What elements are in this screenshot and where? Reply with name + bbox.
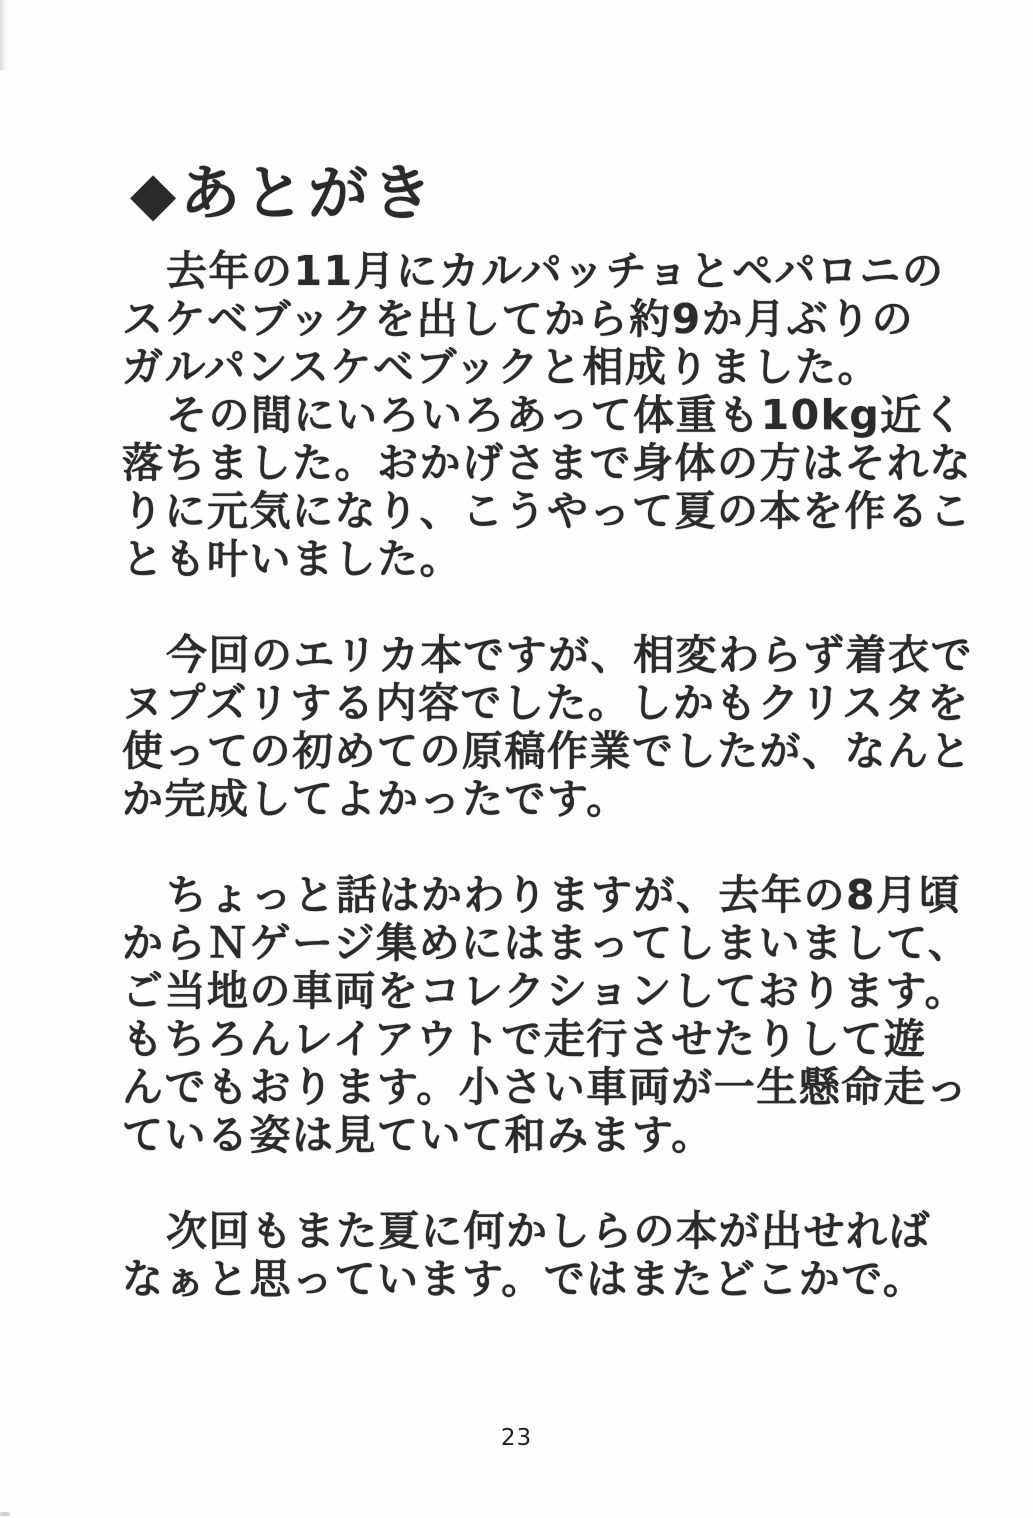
paragraph-line: 今回のエリカ本ですが、相変わらず着衣で: [166, 631, 974, 679]
paragraph-line: ている姿は見ていて和みます。: [122, 1111, 714, 1159]
page-title: ◆あとがき: [130, 159, 437, 229]
paragraph-line: 去年の11月にカルパッチョとペパロニの: [166, 247, 945, 295]
paragraph-line: 使っての初めての原稿作業でしたが、なんと: [122, 727, 972, 775]
paragraph-line: ご当地の車両をコレクションしております。: [122, 967, 968, 1015]
paragraph-line: 次回もまた夏に何かしらの本が出せれば: [166, 1207, 931, 1255]
paragraph-line: とも叶いました。: [122, 535, 462, 583]
paragraph-line: からＮゲージ集めにはまってしまいまして、: [122, 919, 971, 967]
page-number: 23: [500, 1425, 533, 1451]
paragraph-line: りに元気になり、こうやって夏の本を作るこ: [122, 487, 972, 535]
paragraph-line: んでもおります。小さい車両が一生懸命走っ: [122, 1063, 969, 1111]
paragraph-line: もちろんレイアウトで走行させたりして遊: [122, 1015, 927, 1063]
paragraph-line: ヌプズリする内容でした。しかもクリスタを: [122, 679, 970, 727]
paragraph-4: [122, 871, 993, 1159]
paragraph-5: [122, 1207, 993, 1303]
afterword-body: [122, 247, 993, 1303]
paragraph-line: なぁと思っています。ではまたどこかで。: [122, 1255, 926, 1303]
paragraph-3: [122, 631, 993, 823]
paragraph-line: か完成してよかったです。: [122, 775, 629, 823]
paragraph-2: [122, 391, 993, 583]
paragraph-line: ちょっと話はかわりますが、去年の8月頃: [166, 871, 962, 919]
paragraph-line: ガルパンスケベブックと相成りました。: [122, 343, 881, 391]
paragraph-line: スケベブックを出してから約9か月ぶりの: [122, 295, 915, 343]
paragraph-1: [122, 247, 993, 391]
paragraph-line: その間にいろいろあって体重も10kg近く: [166, 391, 966, 439]
paragraph-line: 落ちました。おかげさまで身体の方はそれな: [122, 439, 972, 487]
